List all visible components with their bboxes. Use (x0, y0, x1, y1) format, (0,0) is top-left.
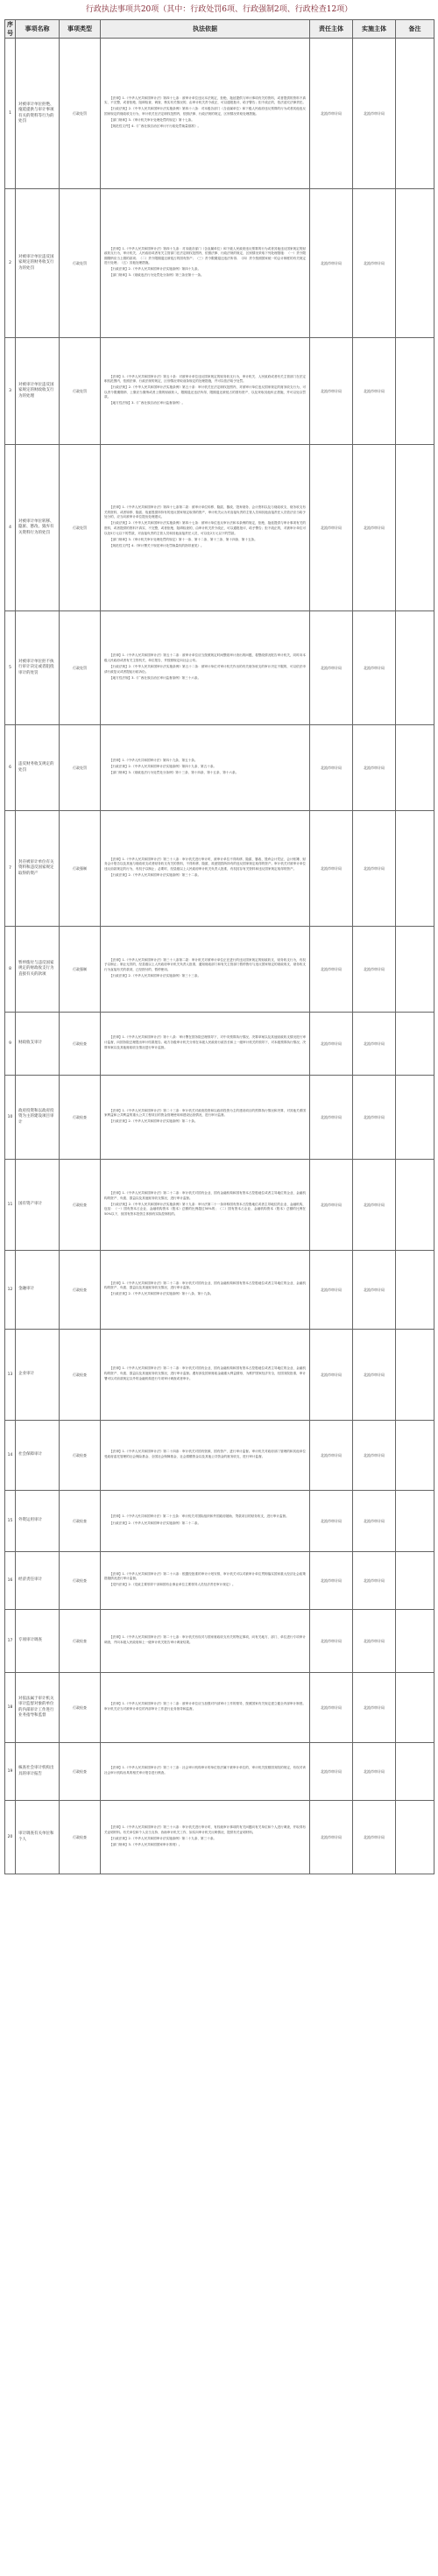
item-type: 行政检查 (60, 1251, 101, 1330)
row-index: 19 (5, 1743, 16, 1801)
implementing-body: 北流市审计局 (353, 1013, 396, 1076)
remarks (396, 445, 434, 611)
responsible-body: 北流市审计局 (310, 39, 353, 189)
remarks (396, 1673, 434, 1743)
basis-paragraph: 【法律】1.《中华人民共和国审计法》第四十七条：被审计单位违反本法规定，拒绝、拖延提供与审计事项有关的资料，或者提供的资料不真实、不完整，或者拒绝、阻碍检查、调查、核实有关情况的，由审计机关责令改正，可以通报批评，给予警告；拒不改正的，依法追究法律责任。 (104, 95, 306, 105)
col-header-type: 事项类型 (60, 20, 101, 39)
basis-paragraph: 【行政法规】2.《中华人民共和国审计法实施条例》第五十条：审计机关在法定职权范围内，对被审计单位违反国家规定的财务收支行为，可以责令限期缴纳、上缴应当缴纳或者上缴的财政收入，限期退还违法所得，限期退还被侵占的国有资产，以及采取其他纠正措施，并可以处以罚款。 (104, 385, 306, 399)
table-row (5, 927, 434, 1013)
basis-paragraph: 【法律】1.《中华人民共和国审计法》第三十八条第二款：审计机关对被审计单位正在进行的违反国家规定的财政收支、财务收支行为，有权予以制止；制止无效的，经县级以上人民政府审计机关负责人批准，通知财政部门和有关主管部门暂停拨付与违反国家规定的财政收支、财务收支行为直接有关的款项，已经拨付的，暂停使用。 (104, 957, 306, 971)
enforcement-basis (101, 1421, 310, 1491)
item-type: 行政强制 (60, 811, 101, 927)
enforcement-basis (101, 927, 310, 1013)
col-header-exec: 实施主体 (353, 20, 396, 39)
implementing-body: 北流市审计局 (353, 445, 396, 611)
item-type: 行政检查 (60, 1076, 101, 1160)
responsible-body: 北流市审计局 (310, 1743, 353, 1801)
remarks (396, 611, 434, 725)
implementing-body: 北流市审计局 (353, 1552, 396, 1610)
remarks (396, 1552, 434, 1610)
item-name: 外资运用审计 (16, 1491, 60, 1552)
remarks (396, 1013, 434, 1076)
implementing-body: 北流市审计局 (353, 611, 396, 725)
table-row (5, 189, 434, 338)
enforcement-basis (101, 338, 310, 445)
item-name: 核查社会审计机构出具的审计报告 (16, 1743, 60, 1801)
table-row (5, 39, 434, 189)
item-name: 对被审计单位违反国家规定的财政收支行为的处理 (16, 338, 60, 445)
enforcement-basis (101, 611, 310, 725)
enforcement-basis (101, 811, 310, 927)
responsible-body: 北流市审计局 (310, 1610, 353, 1673)
table-row (5, 725, 434, 811)
table-row (5, 1013, 434, 1076)
implementing-body: 北流市审计局 (353, 1076, 396, 1160)
row-index: 12 (5, 1251, 16, 1330)
remarks (396, 1251, 434, 1330)
basis-paragraph: 【行政法规】2.《中华人民共和国审计法实施条例》第四十九条。 (110, 267, 201, 272)
remarks (396, 811, 434, 927)
remarks (396, 1491, 434, 1552)
row-index: 8 (5, 927, 16, 1013)
table-row (5, 1160, 434, 1251)
remarks (396, 1160, 434, 1251)
item-name: 违反财务收支规定的处罚 (16, 725, 60, 811)
remarks (396, 1610, 434, 1673)
basis-paragraph: 【部门规章】3.《中华人民共和国国家审计准则》。 (110, 1842, 182, 1846)
item-type: 行政检查 (60, 1330, 101, 1421)
item-type: 行政检查 (60, 1160, 101, 1251)
responsible-body: 北流市审计局 (310, 189, 353, 338)
basis-paragraph: 【行政法规】2.《中华人民共和国审计法实施条例》第四十七条：被审计单位违反审计法和本条例的规定，拒绝、拖延提供与审计事项有关的资料，或者提供的资料不真实、不完整，或者拒绝、阻碍检查的，由审计机关责令改正，可以通报批评，给予警告；拒不改正的，对被审计单位可以处5万元以下的罚款，对直接负责的主管人员和其他直接责任人员，可以处2万元以下的罚款。 (104, 521, 306, 535)
responsible-body: 北流市审计局 (310, 445, 353, 611)
remarks (396, 1801, 434, 1874)
basis-paragraph: 【法律】1.《中华人民共和国审计法》第三十三条：社会审计机构审计的单位依法属于被审计单位的，审计机关按照国务院的规定，有权对该社会审计机构出具的相关审计报告进行核查。 (104, 1766, 306, 1775)
responsible-body: 北流市审计局 (310, 338, 353, 445)
enforcement-basis (101, 39, 310, 189)
enforcement-basis (101, 1330, 310, 1421)
basis-paragraph: 【法律】1.《中华人民共和国审计法》第五十条：对被审计单位违反国家规定的财务收支行为，审计机关、人民政府或者有关主管部门在法定职权范围内，依照法律、行政法规的规定，区别情况采取前条规定的处理措施，并可以依法给予处罚。 (104, 374, 306, 384)
item-name: 国有资产审计 (16, 1160, 60, 1251)
basis-paragraph: 【部门规章】3.《审计机关审计处理处罚的规定》第十一条、第十二条、第十三条、第十四条、第十五条。 (110, 537, 258, 541)
table-row (5, 338, 434, 445)
table-row (5, 1610, 434, 1673)
responsible-body: 北流市审计局 (310, 1801, 353, 1874)
responsible-body: 北流市审计局 (310, 1552, 353, 1610)
basis-paragraph: 【法律】1.《中华人民共和国审计法》第三十八条：审计机关进行审计时，被审计单位不得转移、隐匿、篡改、毁弃会计凭证、会计账簿、财务会计报告以及其他与财政收支或者财务收支有关的资料，不得转移、隐匿、故意毁损所持有的违反国家规定取得的资产。审计机关对被审计单位违反前款规定的行为，有权予以制止；必要时，经县级以上人民政府审计机关负责人批准，有权封存有关资料和违反国家规定取得的资产。 (104, 857, 306, 871)
enforcement-basis (101, 1743, 310, 1801)
item-type: 行政检查 (60, 1013, 101, 1076)
remarks (396, 927, 434, 1013)
row-index: 11 (5, 1160, 16, 1251)
basis-paragraph: 【规范性文件】4.《审计署关于规范审计处罚裁量权的指导意见》。 (110, 543, 204, 547)
basis-paragraph: 【党内法规】2.《党政主要领导干部和国有企事业单位主要领导人员经济责任审计规定》。 (110, 1583, 236, 1587)
item-name: 对被审计单位拒绝、拖延提供与审计事项有关的资料等行为的处罚 (16, 39, 60, 189)
enforcement-basis (101, 1552, 310, 1610)
responsible-body: 北流市审计局 (310, 1673, 353, 1743)
row-index: 5 (5, 611, 16, 725)
table-row (5, 445, 434, 611)
table-row (5, 1421, 434, 1491)
item-name: 社会保障审计 (16, 1421, 60, 1491)
basis-paragraph: 【法律】1.《中华人民共和国审计法》第二十五条：审计机关对国际组织和外国政府援助、贷款项目的财务收支，进行审计监督。 (110, 1514, 289, 1519)
row-index: 7 (5, 811, 16, 927)
item-name: 封存被审计单位有关资料和违反国家规定取得的资产 (16, 811, 60, 927)
responsible-body: 北流市审计局 (310, 725, 353, 811)
basis-paragraph: 【地方性法规】3.《广西壮族自治区审计监督条例》第三十六条。 (110, 675, 201, 680)
item-name: 专项审计调查 (16, 1610, 60, 1673)
col-header-note: 备注 (396, 20, 434, 39)
basis-paragraph: 【行政法规】2.《中华人民共和国审计法实施条例》第十九条：审计法第二十一条所称国有资本占控股地位或者主导地位的企业、金融机构，包括：（一）国有资本占企业、金融机构资本（股本）总额的比例超过50%的；（二）国有资本占企业、金融机构资本（股本）总额的比例在50%以下，但国有资本投资主体拥有实际控制权的。 (104, 1202, 306, 1216)
implementing-body: 北流市审计局 (353, 811, 396, 927)
item-name: 经济责任审计 (16, 1552, 60, 1610)
enforcement-basis (101, 1013, 310, 1076)
row-index: 13 (5, 1330, 16, 1421)
col-header-owner: 责任主体 (310, 20, 353, 39)
basis-paragraph: 【部门规章】3.《财政违法行为处罚处分条例》第十三条、第十四条、第十五条、第十六条。 (110, 771, 239, 775)
col-header-basis: 执法依据 (101, 20, 310, 39)
row-index: 1 (5, 39, 16, 189)
item-type: 行政检查 (60, 1610, 101, 1673)
basis-paragraph: 【法律】1.《中华人民共和国审计法》第二十二条：审计机关对国有企业、国有金融机构和国有资本占控股地位或者主导地位的企业、金融机构的资产、负债、损益以及其他财务收支情况，进行审计监督。遇有涉及国家财政金融重大利益情形，为维护国家经济安全，经国务院批准，审计署可以对前款规定以外的金融机构进行专项审计调查或者审计。 (104, 1366, 306, 1380)
enforcement-basis (101, 189, 310, 338)
table-row (5, 1251, 434, 1330)
basis-paragraph: 【部门规章】3.《审计机关审计处理处罚的规定》第十七条。 (110, 118, 194, 123)
remarks (396, 1743, 434, 1801)
row-index: 15 (5, 1491, 16, 1552)
basis-paragraph: 【法律】1.《中华人民共和国审计法》第四十九条、第五十条。 (110, 758, 198, 762)
item-type: 行政检查 (60, 1673, 101, 1743)
implementing-body: 北流市审计局 (353, 1330, 396, 1421)
responsible-body: 北流市审计局 (310, 1491, 353, 1552)
col-header-index: 序号 (5, 20, 16, 39)
basis-paragraph: 【法律】1.《中华人民共和国审计法》第二十三条：审计机关对政府投资和以政府投资为主的建设项目的预算执行情况和决算，对其他关系国家利益和公共利益的重大公共工程项目的资金管理使用和建设运营情况，进行审计监督。 (104, 1108, 306, 1118)
implementing-body: 北流市审计局 (353, 1160, 396, 1251)
basis-paragraph: 【行政法规】2.《中华人民共和国审计法实施条例》第二十条。 (110, 1119, 198, 1124)
basis-paragraph: 【法律】1.《中华人民共和国审计法》第二十二条：审计机关对国有企业、国有金融机构和国有资本占控股地位或者主导地位的企业、金融机构的资产、负债、损益以及其他财务收支情况，进行审计监督。 (104, 1281, 306, 1290)
implementing-body: 北流市审计局 (353, 39, 396, 189)
responsible-body: 北流市审计局 (310, 1421, 353, 1491)
basis-paragraph: 【行政法规】2.《中华人民共和国审计法实施条例》第二十二条。 (110, 1521, 201, 1525)
row-index: 16 (5, 1552, 16, 1610)
item-type: 行政检查 (60, 1552, 101, 1610)
table-row (5, 1743, 434, 1801)
remarks (396, 1076, 434, 1160)
basis-paragraph: 【行政法规】2.《中华人民共和国审计法实施条例》第五十二条：被审计单位对审计机关作出的有关财务收支的审计决定不服的，可以依法申请行政复议或者提起行政诉讼。 (104, 664, 306, 674)
responsible-body: 北流市审计局 (310, 1013, 353, 1076)
implementing-body: 北流市审计局 (353, 927, 396, 1013)
document-title: 行政执法事项共20项（其中：行政处罚6项、行政强制2项、行政检查12项） (85, 5, 353, 14)
basis-paragraph: 【法律】1.《中华人民共和国审计法》第三十六条：审计机关进行审计时，有权就审计事项的有关问题向有关单位和个人进行调查，并取得有关证明材料。有关单位和个人应当支持、协助审计机关工作，如实向审计机关反映情况，提供有关证明材料。 (104, 1825, 306, 1834)
law-enforcement-table (4, 19, 434, 1874)
item-type: 行政处罚 (60, 725, 101, 811)
basis-paragraph: 【行政法规】2.《中华人民共和国审计法实施条例》第十八条、第十九条。 (110, 1292, 214, 1296)
implementing-body: 北流市审计局 (353, 1673, 396, 1743)
item-type: 行政处罚 (60, 445, 101, 611)
basis-paragraph: 【法律】1.《中华人民共和国审计法》第二十七条：审计机关有权对与国家财政收支有关的特定事项，向有关地方、部门、单位进行专项审计调查，并向本级人民政府和上一级审计机关报告审计调查结果。 (104, 1635, 306, 1644)
item-type: 行政检查 (60, 1421, 101, 1491)
remarks (396, 39, 434, 189)
responsible-body: 北流市审计局 (310, 1330, 353, 1421)
implementing-body: 北流市审计局 (353, 1421, 396, 1491)
implementing-body: 北流市审计局 (353, 338, 396, 445)
table-row (5, 811, 434, 927)
row-index: 20 (5, 1801, 16, 1874)
item-type: 行政检查 (60, 1491, 101, 1552)
item-name: 对被审计单位拒不执行审计决定或者阻挠审计的处罚 (16, 611, 60, 725)
table-header-row (5, 20, 434, 39)
item-type: 行政处罚 (60, 189, 101, 338)
item-name: 对被审计单位转移、隐匿、篡改、毁弃有关资料行为的处罚 (16, 445, 60, 611)
table-row (5, 611, 434, 725)
remarks (396, 1330, 434, 1421)
basis-paragraph: 【法律】1.《中华人民共和国审计法》第四十九条：对本级各部门（含直属单位）和下级人民政府违反预算的行为或者其他违反国家规定的财政收支行为，审计机关、人民政府或者有关主管部门在法定职权范围内，依照法律、行政法规的规定，区别情况采取下列处理措施：（一）责令限期缴纳应当上缴的款项；（二）责令限期退还被侵占的国有资产；（三）责令限期退还违法所得；（四）责令按照国家统一的会计制度的有关规定进行处理；（五）其他处理措施。 (104, 246, 306, 265)
item-name: 对依法属于审计机关审计监督对象的单位的内部审计工作进行业务指导和监督 (16, 1673, 60, 1743)
item-type: 行政处罚 (60, 39, 101, 189)
item-type: 行政检查 (60, 1743, 101, 1801)
implementing-body: 北流市审计局 (353, 1743, 396, 1801)
implementing-body: 北流市审计局 (353, 725, 396, 811)
item-name: 政府投资和以政府投资为主的建设项目审计 (16, 1076, 60, 1160)
enforcement-basis (101, 1251, 310, 1330)
item-type: 行政处罚 (60, 611, 101, 725)
basis-paragraph: 【行政法规】2.《中华人民共和国审计法实施条例》第三十二条。 (110, 873, 201, 878)
responsible-body: 北流市审计局 (310, 611, 353, 725)
basis-paragraph: 【法律】1.《中华人民共和国审计法》第五十二条：被审计单位应当按照规定时间整改审计查出的问题，将整改情况报告审计机关，同时向本级人民政府或者有关主管机关、单位报告，并按照规定向社会公布。 (104, 653, 306, 662)
basis-paragraph: 【法律】1.《中华人民共和国审计法》第二十六条：根据经批准的审计计划安排，审计机关可以对被审计单位贯彻落实国家重大经济社会政策措施情况进行审计监督。 (104, 1571, 306, 1581)
basis-paragraph: 【行政法规】2.《中华人民共和国审计法实施条例》第三十三条。 (110, 974, 201, 978)
responsible-body: 北流市审计局 (310, 927, 353, 1013)
table-row (5, 1330, 434, 1421)
table-row (5, 1552, 434, 1610)
table-row (5, 1801, 434, 1874)
implementing-body: 北流市审计局 (353, 1610, 396, 1673)
enforcement-basis (101, 1491, 310, 1552)
item-name: 对被审计单位违反国家规定的财务收支行为的处罚 (16, 189, 60, 338)
remarks (396, 189, 434, 338)
responsible-body: 北流市审计局 (310, 1076, 353, 1160)
row-index: 6 (5, 725, 16, 811)
remarks (396, 725, 434, 811)
basis-paragraph: 【法律】1.《中华人民共和国审计法》第十八条：审计署在国务院总理领导下，对中央预算执行情况、决算草案以及其他财政收支情况进行审计监督，向国务院总理提出审计结果报告。地方各级审计机关分别在本级人民政府行政首长和上一级审计机关的领导下，对本级预算执行情况、决算草案以及其他财政收支情况进行审计监督。 (104, 1035, 306, 1049)
table-row (5, 1076, 434, 1160)
item-type: 行政强制 (60, 927, 101, 1013)
enforcement-basis (101, 1160, 310, 1251)
remarks (396, 338, 434, 445)
implementing-body: 北流市审计局 (353, 189, 396, 338)
basis-paragraph: 【法律】1.《中华人民共和国审计法》第二十二条：审计机关对国有企业、国有金融机构和国有资本占控股地位或者主导地位的企业、金融机构的资产、负债、损益以及其他财务收支情况，进行审计监督。 (104, 1191, 306, 1200)
col-header-name: 事项名称 (16, 20, 60, 39)
enforcement-basis (101, 725, 310, 811)
basis-paragraph: 【行政法规】2.《中华人民共和国审计法实施条例》第四十八条：对本级各部门（含直属单位）和下级人民政府违反预算的行为或者其他违反国家规定的财政收支行为，审计机关在法定职权范围内，依照法律、行政法规的规定，区别情况采取处理措施。 (104, 107, 306, 116)
item-name: 财政收支审计 (16, 1013, 60, 1076)
basis-paragraph: 【行政法规】2.《中华人民共和国审计法实施条例》第二十九条、第三十条。 (110, 1836, 217, 1840)
implementing-body: 北流市审计局 (353, 1801, 396, 1874)
enforcement-basis (101, 1673, 310, 1743)
row-index: 14 (5, 1421, 16, 1491)
basis-paragraph: 【法律】1.《中华人民共和国审计法》第三十二条：被审计单位应当加强对内部审计工作的领导，按照国家有关规定建立健全内部审计制度。审计机关应当对被审计单位的内部审计工作进行业务指导和监督。 (104, 1702, 306, 1711)
basis-paragraph: 【部门规章】3.《财政违法行为处罚处分条例》第三条至第十一条。 (110, 273, 204, 278)
basis-paragraph: 【地方性法规】3.《广西壮族自治区审计监督条例》。 (110, 401, 186, 406)
responsible-body: 北流市审计局 (310, 811, 353, 927)
item-type: 行政检查 (60, 1801, 101, 1874)
item-name: 企业审计 (16, 1330, 60, 1421)
table-row (5, 1673, 434, 1743)
row-index: 18 (5, 1673, 16, 1743)
item-name: 金融审计 (16, 1251, 60, 1330)
item-type: 行政处罚 (60, 338, 101, 445)
responsible-body: 北流市审计局 (310, 1160, 353, 1251)
item-name: 暂停拨付与违反国家规定的财政收支行为直接有关的款项 (16, 927, 60, 1013)
remarks (396, 1421, 434, 1491)
table-body (5, 39, 434, 1874)
implementing-body: 北流市审计局 (353, 1251, 396, 1330)
basis-paragraph: 【法律】1.《中华人民共和国审计法》第四十七条第二款：被审计单位转移、隐匿、篡改、毁弃财务、会计资料以及与财政收支、财务收支有关的资料，或者转移、隐匿、故意毁损所持有的违反国家规定取得的资产，审计机关认为对直接负责的主管人员和其他直接责任人员依法应当给予处分的，应当向被审计单位提出处理建议。 (104, 505, 306, 519)
basis-paragraph: 【规范性文件】4.《广西壮族自治区审计厅行政处罚裁量基准》。 (110, 124, 201, 129)
enforcement-basis (101, 1076, 310, 1160)
table-row (5, 1491, 434, 1552)
enforcement-basis (101, 1801, 310, 1874)
row-index: 9 (5, 1013, 16, 1076)
row-index: 4 (5, 445, 16, 611)
item-name: 审计调查有关单位和个人 (16, 1801, 60, 1874)
enforcement-basis (101, 445, 310, 611)
row-index: 10 (5, 1076, 16, 1160)
enforcement-basis (101, 1610, 310, 1673)
implementing-body: 北流市审计局 (353, 1491, 396, 1552)
row-index: 2 (5, 189, 16, 338)
basis-paragraph: 【法律】1.《中华人民共和国审计法》第二十四条：审计机关对国有资源、国有资产，进行审计监督。审计机关对政府部门管理的和其他单位受政府委托管理的社会保险基金、全国社会保障基金、社会捐赠资金以及其他公共资金的财务收支，进行审计监督。 (104, 1450, 306, 1458)
responsible-body: 北流市审计局 (310, 1251, 353, 1330)
row-index: 17 (5, 1610, 16, 1673)
row-index: 3 (5, 338, 16, 445)
basis-paragraph: 【行政法规】2.《中华人民共和国审计法实施条例》第四十九条、第五十条。 (110, 764, 217, 768)
